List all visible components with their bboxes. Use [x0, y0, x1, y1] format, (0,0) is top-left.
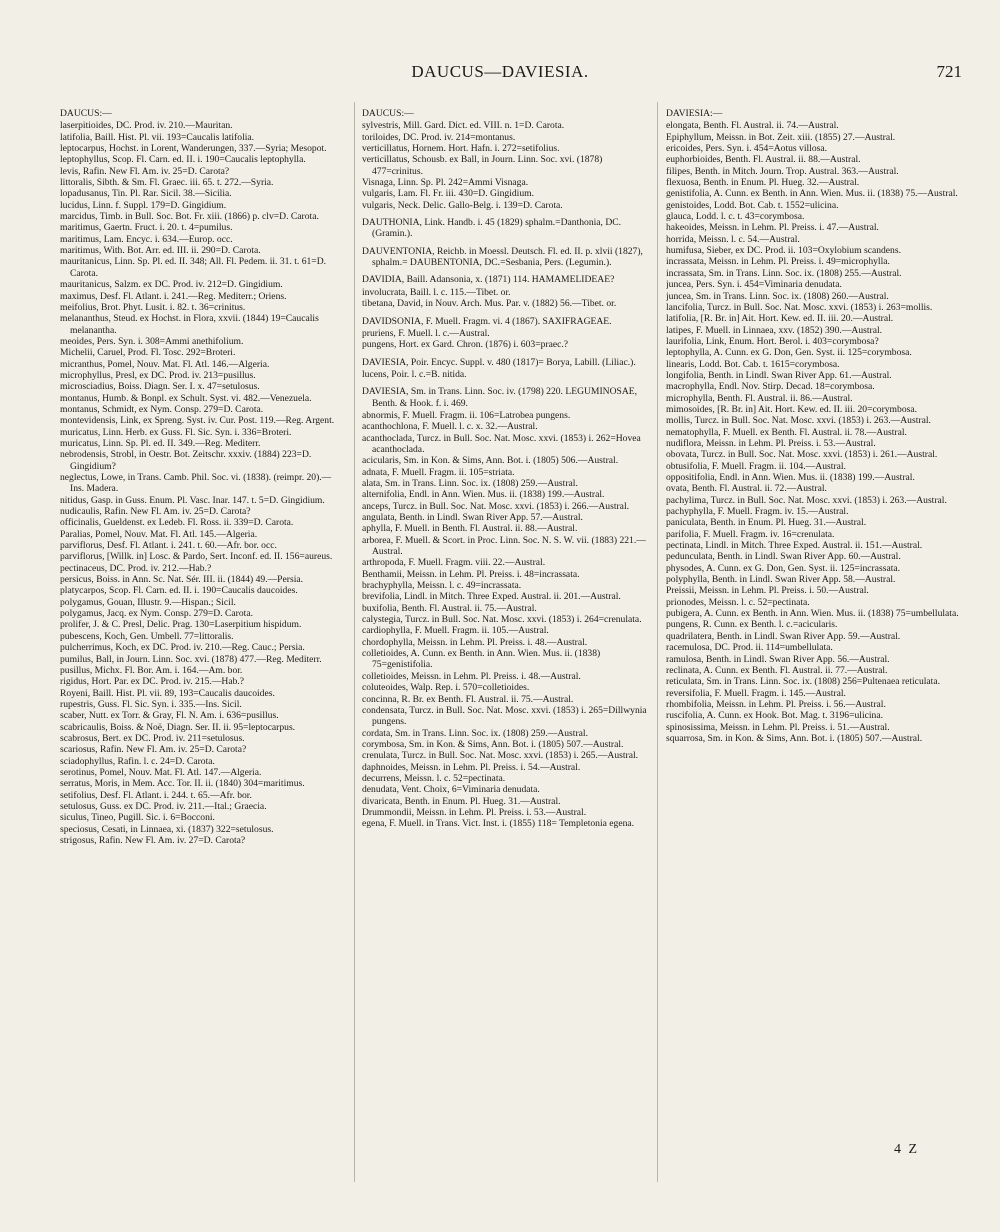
index-entry: rhombifolia, Meissn. in Lehm. Pl. Preiss. i. 56.—Austral.: [666, 698, 886, 710]
index-entry: genistoides, Lodd. Bot. Cab. t. 1552=ulicina.: [666, 199, 839, 211]
index-entry: serratus, Moris, in Mem. Acc. Tor. II. ii. (1840) 304=maritimus.: [60, 778, 305, 790]
index-entry: humifusa, Sieber, ex DC. Prod. ii. 103=Oxylobium scandens.: [666, 245, 901, 257]
index-entry: persicus, Boiss. in Ann. Sc. Nat. Sér. III. ii. (1844) 49.—Persia.: [60, 574, 304, 586]
index-entry: prolifer, J. & C. Presl, Delic. Prag. 130=Laserpitium hispidum.: [60, 619, 302, 631]
index-entry: cordata, Sm. in Trans. Linn. Soc. ix. (1808) 259.—Austral.: [362, 727, 588, 739]
index-entry: vulgaris, Neck. Delic. Gallo-Belg. i. 139=D. Carota.: [362, 199, 563, 211]
index-entry: polygamus, Gouan, Illustr. 9.—Hispan.; Sicil.: [60, 596, 236, 608]
index-entry: corymbosa, Sm. in Kon. & Sims, Ann. Bot. i. (1805) 507.—Austral.: [362, 738, 624, 750]
index-entry: vulgaris, Lam. Fl. Fr. iii. 430=D. Gingidium.: [362, 188, 534, 200]
index-entry: hakeoides, Meissn. in Lehm. Pl. Preiss. i. 47.—Austral.: [666, 222, 879, 234]
index-entry: leptophylla, A. Cunn. ex G. Don, Gen. Syst. ii. 125=corymbosa.: [666, 347, 912, 359]
index-entry: acanthochlona, F. Muell. l. c. x. 32.—Austral.: [362, 421, 538, 433]
index-entry: juncea, Pers. Syn. i. 454=Viminaria denudata.: [666, 279, 842, 291]
index-entry: lancifolia, Turcz. in Bull. Soc. Nat. Mosc. xxvi. (1853) i. 263=mollis.: [666, 301, 933, 313]
index-entry: reversifolia, F. Muell. Fragm. i. 145.—Austral.: [666, 687, 846, 699]
genus-heading: DAVIDSONIA, F. Muell. Fragm. vi. 4 (1867). SAXIFRAGEAE.: [362, 315, 612, 327]
index-entry: concinna, R. Br. ex Benth. Fl. Austral. ii. 75.—Austral.: [362, 693, 574, 705]
index-entry: colletioides, Meissn. in Lehm. Pl. Preiss. i. 48.—Austral.: [362, 670, 581, 682]
index-entry: pubigera, A. Cunn. ex Benth. in Ann. Wien. Mus. ii. (1838) 75=umbellulata.: [666, 608, 959, 620]
index-entry: mimosoides, [R. Br. in] Ait. Hort. Kew. ed. II. iii. 20=corymbosa.: [666, 403, 918, 415]
index-entry: pectinaceus, DC. Prod. iv. 212.—Hab.?: [60, 562, 212, 574]
index-entry: lucidus, Linn. f. Suppl. 179=D. Gingidium.: [60, 199, 227, 211]
page-number: 721: [936, 62, 962, 81]
index-entry: glauca, Lodd. l. c. t. 43=corymbosa.: [666, 211, 805, 223]
index-entry: scariosus, Rafin. New Fl. Am. iv. 25=D. Carota?: [60, 744, 247, 756]
index-entry: genistifolia, A. Cunn. ex Benth. in Ann. Wien. Mus. ii. (1838) 75.—Austral.: [666, 188, 958, 200]
index-entry: maritimus, Lam. Encyc. i. 634.—Europ. occ.: [60, 233, 233, 245]
index-entry: pulcherrimus, Koch, ex DC. Prod. iv. 210.—Reg. Cauc.; Persia.: [60, 642, 305, 654]
index-entry: pumilus, Ball, in Journ. Linn. Soc. xvi. (1878) 477.—Reg. Mediterr.: [60, 653, 322, 665]
index-entry: anceps, Turcz. in Bull. Soc. Nat. Mosc. xxvi. (1853) i. 266.—Austral.: [362, 500, 630, 512]
index-entry: meoides, Pers. Syn. i. 308=Ammi anethifolium.: [60, 335, 244, 347]
index-entry: microphylla, Benth. Fl. Austral. ii. 86.—Austral.: [666, 392, 853, 404]
index-entry: acicularis, Sm. in Kon. & Sims, Ann. Bot. i. (1805) 506.—Austral.: [362, 455, 619, 467]
index-entry: laserpitioides, DC. Prod. iv. 210.—Mauritan.: [60, 120, 233, 132]
index-entry: juncea, Sm. in Trans. Linn. Soc. ix. (1808) 260.—Austral.: [666, 290, 889, 302]
index-entry: arborea, F. Muell. & Scort. in Proc. Linn. Soc. N. S. W. vii. (1883) 221.—Austral.: [362, 534, 646, 558]
index-entry: maritimus, With. Bot. Arr. ed. III. ii. 290=D. Carota.: [60, 245, 261, 257]
index-entry: crenulata, Turcz. in Bull. Soc. Nat. Mosc. xxvi. (1853) i. 265.—Austral.: [362, 750, 639, 762]
index-entry: laurifolia, Link, Enum. Hort. Berol. i. 403=corymbosa?: [666, 335, 879, 347]
index-entry: daphnoides, Meissn. in Lehm. Pl. Preiss. i. 54.—Austral.: [362, 761, 581, 773]
index-entry: mauritanicus, Salzm. ex DC. Prod. iv. 212=D. Gingidium.: [60, 279, 283, 291]
index-entry: oppositifolia, Endl. in Ann. Wien. Mus. ii. (1838) 199.—Austral.: [666, 472, 915, 483]
index-entry: neglectus, Lowe, in Trans. Camb. Phil. Soc. vi. (1838). (reimpr. 20).—Ins. Madera.: [60, 472, 332, 495]
index-entry: cardiophylla, F. Muell. Fragm. ii. 105.—Austral.: [362, 625, 549, 637]
index-entry: adnata, F. Muell. Fragm. ii. 105=striata.: [362, 466, 515, 478]
index-entry: rupestris, Guss. Fl. Sic. Syn. i. 335.—Ins. Sicil.: [60, 698, 242, 710]
index-entry: maximus, Desf. Fl. Atlant. i. 241.—Reg. Mediterr.; Oriens.: [60, 290, 287, 302]
index-entry: lopadusanus, Tin. Pl. Rar. Sicil. 38.—Sicilia.: [60, 188, 232, 200]
index-entry: levis, Rafin. New Fl. Am. iv. 25=D. Carota?: [60, 165, 230, 177]
index-entry: montevidensis, Link, ex Spreng. Syst. iv. Cur. Post. 119.—Reg. Argent.: [60, 415, 335, 427]
index-entry: nudicaulis, Rafin. New Fl. Am. iv. 25=D. Carota?: [60, 506, 251, 518]
index-entry: alternifolia, Endl. in Ann. Wien. Mus. ii. (1838) 199.—Austral.: [362, 489, 605, 501]
index-entry: serotinus, Pomel, Nouv. Mat. Fl. Atl. 147.—Algeria.: [60, 766, 262, 778]
index-entry: pubescens, Koch, Gen. Umbell. 77=littoralis.: [60, 630, 234, 642]
index-entry: Epiphyllum, Meissn. in Bot. Zeit. xiii. (1855) 27.—Austral.: [666, 131, 896, 143]
index-entry: montanus, Humb. & Bonpl. ex Schult. Syst. vi. 482.—Venezuela.: [60, 392, 312, 404]
index-entry: speciosus, Cesati, in Linnaea, xi. (1837) 322=setulosus.: [60, 823, 274, 835]
index-entry: obovata, Turcz. in Bull. Soc. Nat. Mosc. xxvi. (1853) i. 261.—Austral.: [666, 449, 938, 461]
index-entry: linearis, Lodd. Bot. Cab. t. 1615=corymbosa.: [666, 358, 840, 370]
index-entry: involucrata, Baill. l. c. 115.—Tibet. or.: [362, 286, 511, 298]
index-entry: reticulata, Sm. in Trans. Linn. Soc. ix. (1808) 256=Pultenaea reticulata.: [666, 676, 940, 688]
index-entry: condensata, Turcz. in Bull. Soc. Nat. Mosc. xxvi. (1853) i. 265=Dillwynia pungens.: [362, 704, 647, 728]
index-entry: polygamus, Jacq. ex Nym. Consp. 279=D. Carota.: [60, 608, 253, 620]
index-entry: arthropoda, F. Muell. Fragm. viii. 22.—Austral.: [362, 557, 546, 569]
index-entry: setifolius, Desf. Fl. Atlant. i. 244. t. 65.—Afr. bor.: [60, 789, 252, 801]
genus-heading: DAVIESIA, Poir. Encyc. Suppl. v. 480 (1817)= Borya, Labill. (Liliac.).: [362, 356, 636, 368]
index-entry: chordophylla, Meissn. in Lehm. Pl. Preiss. i. 48.—Austral.: [362, 636, 588, 648]
index-entry: nebrodensis, Strobl, in Oestr. Bot. Zeitschr. xxxiv. (1884) 223=D. Gingidium?: [60, 449, 312, 472]
running-head: DAUCUS—DAVIESIA.: [411, 62, 589, 81]
index-entry: coluteoides, Walp. Rep. i. 570=colletioides.: [362, 682, 530, 694]
genus-heading: DAUTHONIA, Link. Handb. i. 45 (1829) sphalm.=Danthonia, DC. (Gramin.).: [362, 217, 622, 240]
index-entry: latifolia, [R. Br. in] Ait. Hort. Kew. ed. II. iii. 20.—Austral.: [666, 313, 894, 325]
index-entry: scabrosus, Bert. ex DC. Prod. iv. 211=setulosus.: [60, 732, 245, 744]
index-entry: microphyllus, Presl, ex DC. Prod. iv. 213=pusillus.: [60, 369, 256, 381]
genus-heading: DAVIESIA, Sm. in Trans. Linn. Soc. iv. (1798) 220. LEGUMINOSAE, Benth. & Hook. f. i. 469.: [362, 386, 638, 409]
index-entry: pruriens, F. Muell. l. c.—Austral.: [362, 327, 490, 339]
index-entry: ovata, Benth. Fl. Austral. ii. 72.—Austral.: [666, 483, 827, 495]
index-entry: brachyphylla, Meissn. l. c. 49=incrassata.: [362, 580, 522, 592]
index-entry: Visnaga, Linn. Sp. Pl. 242=Ammi Visnaga.: [362, 177, 529, 189]
index-entry: acanthoclada, Turcz. in Bull. Soc. Nat. Mosc. xxvi. (1853) i. 262=Hovea acanthoclada.: [362, 432, 641, 455]
index-entry: parviflorus, [Willk. in] Losc. & Pardo, Sert. Inconf. ed. II. 156=aureus.: [60, 551, 333, 563]
index-entry: incrassata, Meissn. in Lehm. Pl. Preiss. i. 49=microphylla.: [666, 256, 890, 268]
index-entry: Paralias, Pomel, Nouv. Mat. Fl. Atl. 145.—Algeria.: [60, 528, 258, 540]
index-entry: colletioides, A. Cunn. ex Benth. in Ann. Wien. Mus. ii. (1838) 75=genistifolia.: [362, 648, 601, 671]
index-entry: officinalis, Gueldenst. ex Ledeb. Fl. Ross. ii. 339=D. Carota.: [60, 517, 294, 529]
index-entry: longifolia, Benth. in Lindl. Swan River App. 61.—Austral.: [666, 369, 892, 381]
index-entry: pungens, Hort. ex Gard. Chron. (1876) i. 603=praec.?: [362, 339, 569, 351]
index-entry: Benthamii, Meissn. in Lehm. Pl. Preiss. i. 48=incrassata.: [362, 568, 580, 580]
index-entry: polyphylla, Benth. in Lindl. Swan River App. 58.—Austral.: [666, 574, 896, 586]
genus-heading: DAUVENTONIA, Reichb. in Moessl. Deutsch. Fl. ed. II. p. xlvii (1827), sphalm.= DAUBENTONIA, DC.=Sesbania, Pers. (Legumin.).: [362, 245, 643, 269]
index-entry: maritimus, Gaertn. Fruct. i. 20. t. 4=pumilus.: [60, 222, 233, 234]
genus-heading: DAUCUS:—: [60, 108, 112, 119]
index-entry: montanus, Schmidt, ex Nym. Consp. 279=D. Carota.: [60, 403, 264, 415]
index-entry: scaber, Nutt. ex Torr. & Gray, Fl. N. Am. i. 636=pusillus.: [60, 710, 279, 722]
text-columns: [60, 108, 968, 1188]
index-entry: parviflorus, Desf. Fl. Atlant. i. 241. t. 60.—Afr. bor. occ.: [60, 540, 277, 552]
index-entry: scabricaulis, Boiss. & Noë, Diagn. Ser. II. ii. 95=leptocarpus.: [60, 721, 296, 733]
index-entry: squarrosa, Sm. in Kon. & Sims, Ann. Bot. i. (1805) 507.—Austral.: [666, 732, 923, 744]
index-entry: tibetana, David, in Nouv. Arch. Mus. Par. v. (1882) 56.—Tibet. or.: [362, 298, 617, 310]
index-entry: euphorbioides, Benth. Fl. Austral. ii. 88.—Austral.: [666, 154, 861, 166]
index-entry: elongata, Benth. Fl. Austral. ii. 74.—Austral.: [666, 120, 839, 132]
index-entry: muricatus, Linn. Herb. ex Guss. Fl. Sic. Syn. i. 336=Broteri.: [60, 426, 292, 438]
index-entry: aphylla, F. Muell. in Benth. Fl. Austral. ii. 88.—Austral.: [362, 523, 578, 535]
index-entry: latipes, F. Muell. in Linnaea, xxv. (1852) 390.—Austral.: [666, 324, 883, 336]
index-entry: mauritanicus, Linn. Sp. Pl. ed. II. 348; All. Fl. Pedem. ii. 31. t. 61=D. Carota.: [60, 256, 327, 279]
genus-heading: DAVIESIA:—: [666, 108, 723, 119]
index-entry: reclinata, A. Cunn. ex Benth. Fl. Austral. ii. 77.—Austral.: [666, 664, 888, 676]
index-entry: sciadophyllus, Rafin. l. c. 24=D. Carota.: [60, 755, 215, 767]
index-entry: racemulosa, DC. Prod. ii. 114=umbellulata.: [666, 642, 833, 654]
index-entry: leptophyllus, Scop. Fl. Carn. ed. II. i. 190=Caucalis leptophylla.: [60, 154, 306, 166]
index-entry: rigidus, Hort. Par. ex DC. Prod. iv. 215.—Hab.?: [60, 676, 245, 688]
index-entry: Drummondii, Meissn. in Lehm. Pl. Preiss. i. 53.—Austral.: [362, 806, 587, 818]
index-entry: micranthus, Pomel, Nouv. Mat. Fl. Atl. 146.—Algeria.: [60, 358, 270, 370]
index-entry: latifolia, Baill. Hist. Pl. vii. 193=Caucalis latifolia.: [60, 131, 255, 143]
index-entry: nitidus, Gasp. in Guss. Enum. Pl. Vasc. Inar. 147. t. 5=D. Gingidium.: [60, 494, 325, 506]
index-entry: angulata, Benth. in Lindl. Swan River App. 57.—Austral.: [362, 512, 583, 523]
index-entry: setulosus, Guss. ex DC. Prod. iv. 211.—Ital.; Graecia.: [60, 800, 267, 812]
index-entry: calystegia, Turcz. in Bull. Soc. Nat. Mosc. xxvi. (1853) i. 264=crenulata.: [362, 614, 642, 626]
index-entry: leptocarpus, Hochst. in Lorent, Wanderungen, 337.—Syria; Mesopot.: [60, 143, 327, 155]
printer-signature: 4 Z: [894, 1142, 920, 1157]
index-entry: egena, F. Muell. in Trans. Vict. Inst. i. (1855) 118= Templetonia egena.: [362, 818, 635, 830]
index-entry: meifolius, Brot. Phyt. Lusit. i. 82. t. 36=crinitus.: [60, 301, 246, 313]
index-entry: horrida, Meissn. l. c. 54.—Austral.: [666, 233, 800, 245]
genus-heading: DAUCUS:—: [362, 108, 414, 119]
index-entry: microsciadius, Boiss. Diagn. Ser. I. x. 47=setulosus.: [60, 381, 260, 393]
index-entry: Michelii, Caruel, Prod. Fl. Tosc. 292=Broteri.: [60, 347, 236, 359]
index-entry: melananthus, Steud. ex Hochst. in Flora, xxvii. (1844) 19=Caucalis melanantha.: [60, 313, 319, 336]
index-entry: abnormis, F. Muell. Fragm. ii. 106=Latrobea pungens.: [362, 409, 571, 421]
index-entry: toriloides, DC. Prod. iv. 214=montanus.: [362, 131, 516, 143]
index-entry: quadrilatera, Benth. in Lindl. Swan River App. 59.—Austral.: [666, 630, 901, 642]
index-entry: platycarpos, Scop. Fl. Carn. ed. II. i. 190=Caucalis daucoides.: [60, 585, 298, 597]
index-entry: nudiflora, Meissn. in Lehm. Pl. Preiss. i. 53.—Austral.: [666, 437, 876, 449]
index-entry: mollis, Turcz. in Bull. Soc. Nat. Mosc. xxvi. (1853) i. 263.—Austral.: [666, 415, 931, 427]
column-left: [60, 108, 344, 1188]
index-entry: brevifolia, Lindl. in Mitch. Three Exped. Austral. ii. 201.—Austral.: [362, 591, 621, 603]
index-entry: siculus, Tineo, Pugill. Sic. i. 6=Bocconi.: [60, 812, 215, 824]
index-entry: sylvestris, Mill. Gard. Dict. ed. VIII. n. 1=D. Carota.: [362, 120, 565, 132]
index-entry: incrassata, Sm. in Trans. Linn. Soc. ix. (1808) 255.—Austral.: [666, 267, 902, 279]
index-entry: divaricata, Benth. in Enum. Pl. Hueg. 31.—Austral.: [362, 795, 561, 807]
genus-heading: DAVIDIA, Baill. Adansonia, x. (1871) 114. HAMAMELIDEAE?: [362, 274, 615, 286]
index-entry: macrophylla, Endl. Nov. Stirp. Decad. 18=corymbosa.: [666, 381, 875, 393]
index-entry: nematophylla, F. Muell. ex Benth. Fl. Austral. ii. 78.—Austral.: [666, 426, 907, 438]
index-entry: physodes, A. Cunn. ex G. Don, Gen. Syst. ii. 125=incrassata.: [666, 562, 901, 574]
index-entry: paniculata, Benth. in Enum. Pl. Hueg. 31.—Austral.: [666, 517, 867, 529]
index-entry: flexuosa, Benth. in Enum. Pl. Hueg. 32.—Austral.: [666, 177, 860, 189]
index-entry: verticillatus, Schousb. ex Ball, in Journ. Linn. Soc. xvi. (1878) 477=crinitus.: [362, 154, 603, 177]
index-entry: strigosus, Rafin. New Fl. Am. iv. 27=D. Carota?: [60, 835, 246, 846]
index-entry: ruscifolia, A. Cunn. ex Hook. Bot. Mag. t. 3196=ulicina.: [666, 710, 883, 722]
page-header: [0, 62, 1000, 86]
index-entry: verticillatus, Hornem. Hort. Hafn. i. 272=setifolius.: [362, 143, 560, 155]
index-entry: lucens, Poir. l. c.=B. nitida.: [362, 368, 467, 380]
column-right: [666, 108, 962, 1188]
index-entry: parifolia, F. Muell. Fragm. iv. 16=crenulata.: [666, 528, 835, 540]
index-entry: obtusifolia, F. Muell. Fragm. ii. 104.—Austral.: [666, 460, 846, 472]
index-entry: denudata, Vent. Choix, 6=Viminaria denudata.: [362, 784, 540, 796]
index-entry: filipes, Benth. in Mitch. Journ. Trop. Austral. 363.—Austral.: [666, 165, 899, 177]
index-entry: muricatus, Linn. Sp. Pl. ed. II. 349.—Reg. Mediterr.: [60, 437, 261, 449]
index-entry: pachylima, Turcz. in Bull. Soc. Nat. Mosc. xxvi. (1853) i. 263.—Austral.: [666, 494, 947, 506]
index-entry: ericoides, Pers. Syn. i. 454=Aotus villosa.: [666, 143, 828, 155]
index-entry: ramulosa, Benth. in Lindl. Swan River App. 56.—Austral.: [666, 653, 890, 665]
index-entry: pectinata, Lindl. in Mitch. Three Exped. Austral. ii. 151.—Austral.: [666, 540, 923, 552]
index-entry: alata, Sm. in Trans. Linn. Soc. ix. (1808) 259.—Austral.: [362, 477, 578, 489]
index-entry: marcidus, Timb. in Bull. Soc. Bot. Fr. xiii. (1866) p. clv=D. Carota.: [60, 211, 319, 223]
index-entry: pachyphylla, F. Muell. Fragm. iv. 15.—Austral.: [666, 506, 849, 518]
index-entry: spinosissima, Meissn. in Lehm. Pl. Preiss. i. 51.—Austral.: [666, 721, 890, 733]
index-entry: Royeni, Baill. Hist. Pl. vii. 89, 193=Caucalis daucoides.: [60, 687, 275, 699]
index-entry: prionodes, Meissn. l. c. 52=pectinata.: [666, 596, 810, 608]
index-entry: decurrens, Meissn. l. c. 52=pectinata.: [362, 772, 506, 784]
index-entry: pungens, R. Cunn. ex Benth. l. c.=acicularis.: [666, 619, 838, 631]
index-entry: buxifolia, Benth. Fl. Austral. ii. 75.—Austral.: [362, 602, 537, 614]
index-entry: pusillus, Michx. Fl. Bor. Am. i. 164.—Am. bor.: [60, 664, 243, 676]
index-entry: pedunculata, Benth. in Lindl. Swan River App. 60.—Austral.: [666, 551, 901, 563]
index-entry: Preissii, Meissn. in Lehm. Pl. Preiss. i. 50.—Austral.: [666, 585, 869, 597]
index-entry: littoralis, Sibth. & Sm. Fl. Graec. iii. 65. t. 272.—Syria.: [60, 177, 274, 189]
column-middle: [362, 108, 650, 1188]
